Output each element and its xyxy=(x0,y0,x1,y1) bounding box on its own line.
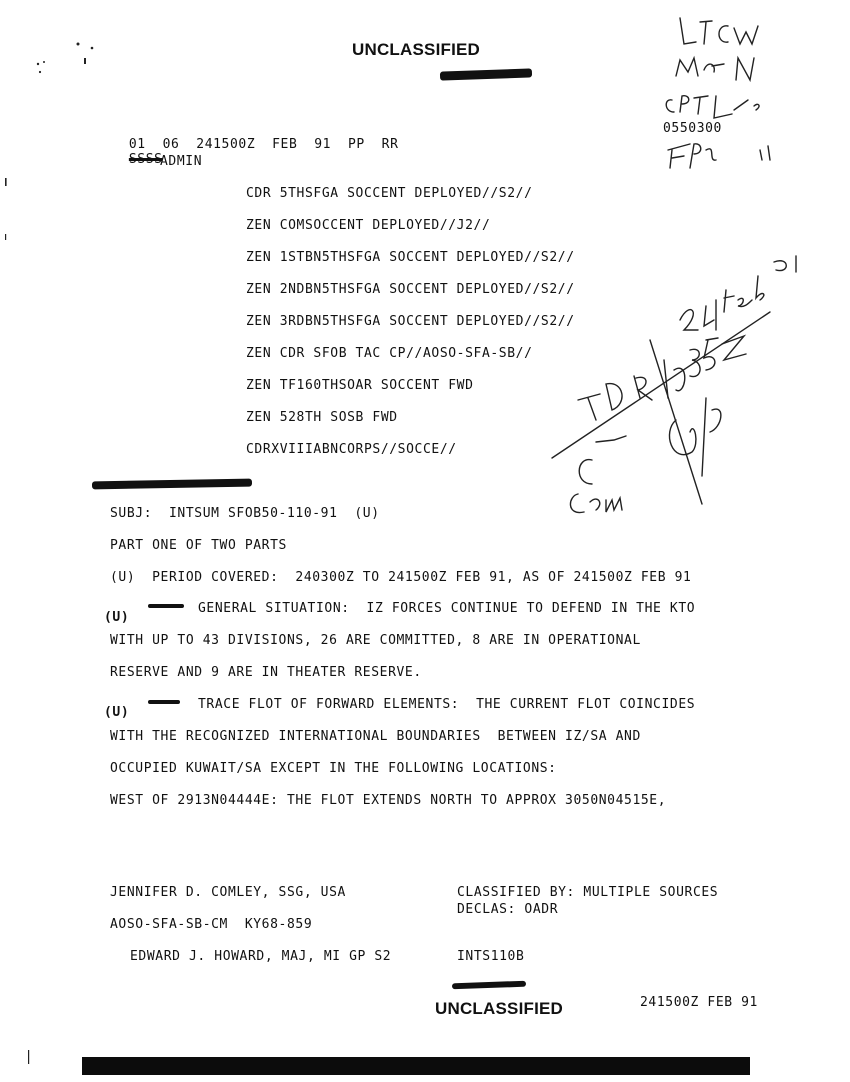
redaction-bar xyxy=(148,604,184,608)
paragraph-line: OCCUPIED KUWAIT/SA EXCEPT IN THE FOLLOWING LOCATIONS: xyxy=(110,761,557,776)
paragraph-marker: (U) xyxy=(104,705,130,720)
paragraph-line: WITH THE RECOGNIZED INTERNATIONAL BOUNDARIES BETWEEN IZ/SA AND xyxy=(110,729,641,744)
classification-banner-bottom: UNCLASSIFIED xyxy=(435,999,564,1018)
reference-code: INTS110B xyxy=(457,949,525,964)
office-symbol: AOSO-SFA-SB-CM KY68-859 xyxy=(110,917,313,932)
paragraph-line: RESERVE AND 9 ARE IN THEATER RESERVE. xyxy=(110,665,422,680)
addressee-line: ZEN 3RDBN5THSFGA SOCCENT DEPLOYED//S2// xyxy=(246,314,575,329)
message-number: 0550300 xyxy=(663,121,722,136)
part-line: PART ONE OF TWO PARTS xyxy=(110,538,287,553)
paragraph-line: WITH UP TO 43 DIVISIONS, 26 ARE COMMITTED, 8 ARE IN OPERATIONAL xyxy=(110,633,641,648)
releaser-name: EDWARD J. HOWARD, MAJ, MI GP S2 xyxy=(130,949,392,964)
drafter-name: JENNIFER D. COMLEY, SSG, USA xyxy=(110,885,346,900)
classified-by: CLASSIFIED BY: MULTIPLE SOURCES xyxy=(457,885,719,900)
addressee-line: ZEN 2NDBN5THSFGA SOCCENT DEPLOYED//S2// xyxy=(246,282,575,297)
message-precedence: 01 06 241500Z FEB 91 PP RR xyxy=(128,137,399,152)
classification-banner-top: UNCLASSIFIED xyxy=(352,40,481,59)
paragraph-line: WEST OF 2913N04444E: THE FLOT EXTENDS NORTH TO APPROX 3050N04515E, xyxy=(110,793,667,808)
footer-dtg: 241500Z FEB 91 xyxy=(640,995,758,1010)
addressee-line: ZEN TF160THSOAR SOCCENT FWD xyxy=(246,378,474,393)
paragraph-line: GENERAL SITUATION: IZ FORCES CONTINUE TO DEFEND IN THE KTO xyxy=(198,601,696,616)
message-header-line xyxy=(112,122,399,167)
admin-label: ADMIN xyxy=(160,154,203,169)
period-covered: (U) PERIOD COVERED: 240300Z TO 241500Z FEB 91, AS OF 241500Z FEB 91 xyxy=(110,570,692,585)
paragraph-marker: (U) xyxy=(104,610,130,625)
struck-classification: SSSS xyxy=(128,152,163,167)
redaction-bar xyxy=(148,700,180,704)
subject-line: SUBJ: INTSUM SFOB50-110-91 (U) xyxy=(110,506,380,521)
addressee-line: CDRXVIIIABNCORPS//SOCCE// xyxy=(246,442,457,457)
addressee-line: ZEN 528TH SOSB FWD xyxy=(246,410,398,425)
scan-edge-bar xyxy=(82,1057,750,1075)
addressee-line: ZEN 1STBN5THSFGA SOCCENT DEPLOYED//S2// xyxy=(246,250,575,265)
paragraph-line: TRACE FLOT OF FORWARD ELEMENTS: THE CURRENT FLOT COINCIDES xyxy=(198,697,696,712)
addressee-line: ZEN CDR SFOB TAC CP//AOSO-SFA-SB// xyxy=(246,346,533,361)
addressee-line: CDR 5THSFGA SOCCENT DEPLOYED//S2// xyxy=(246,186,533,201)
declassification: DECLAS: OADR xyxy=(457,902,559,917)
addressee-line: ZEN COMSOCCENT DEPLOYED//J2// xyxy=(246,218,491,233)
